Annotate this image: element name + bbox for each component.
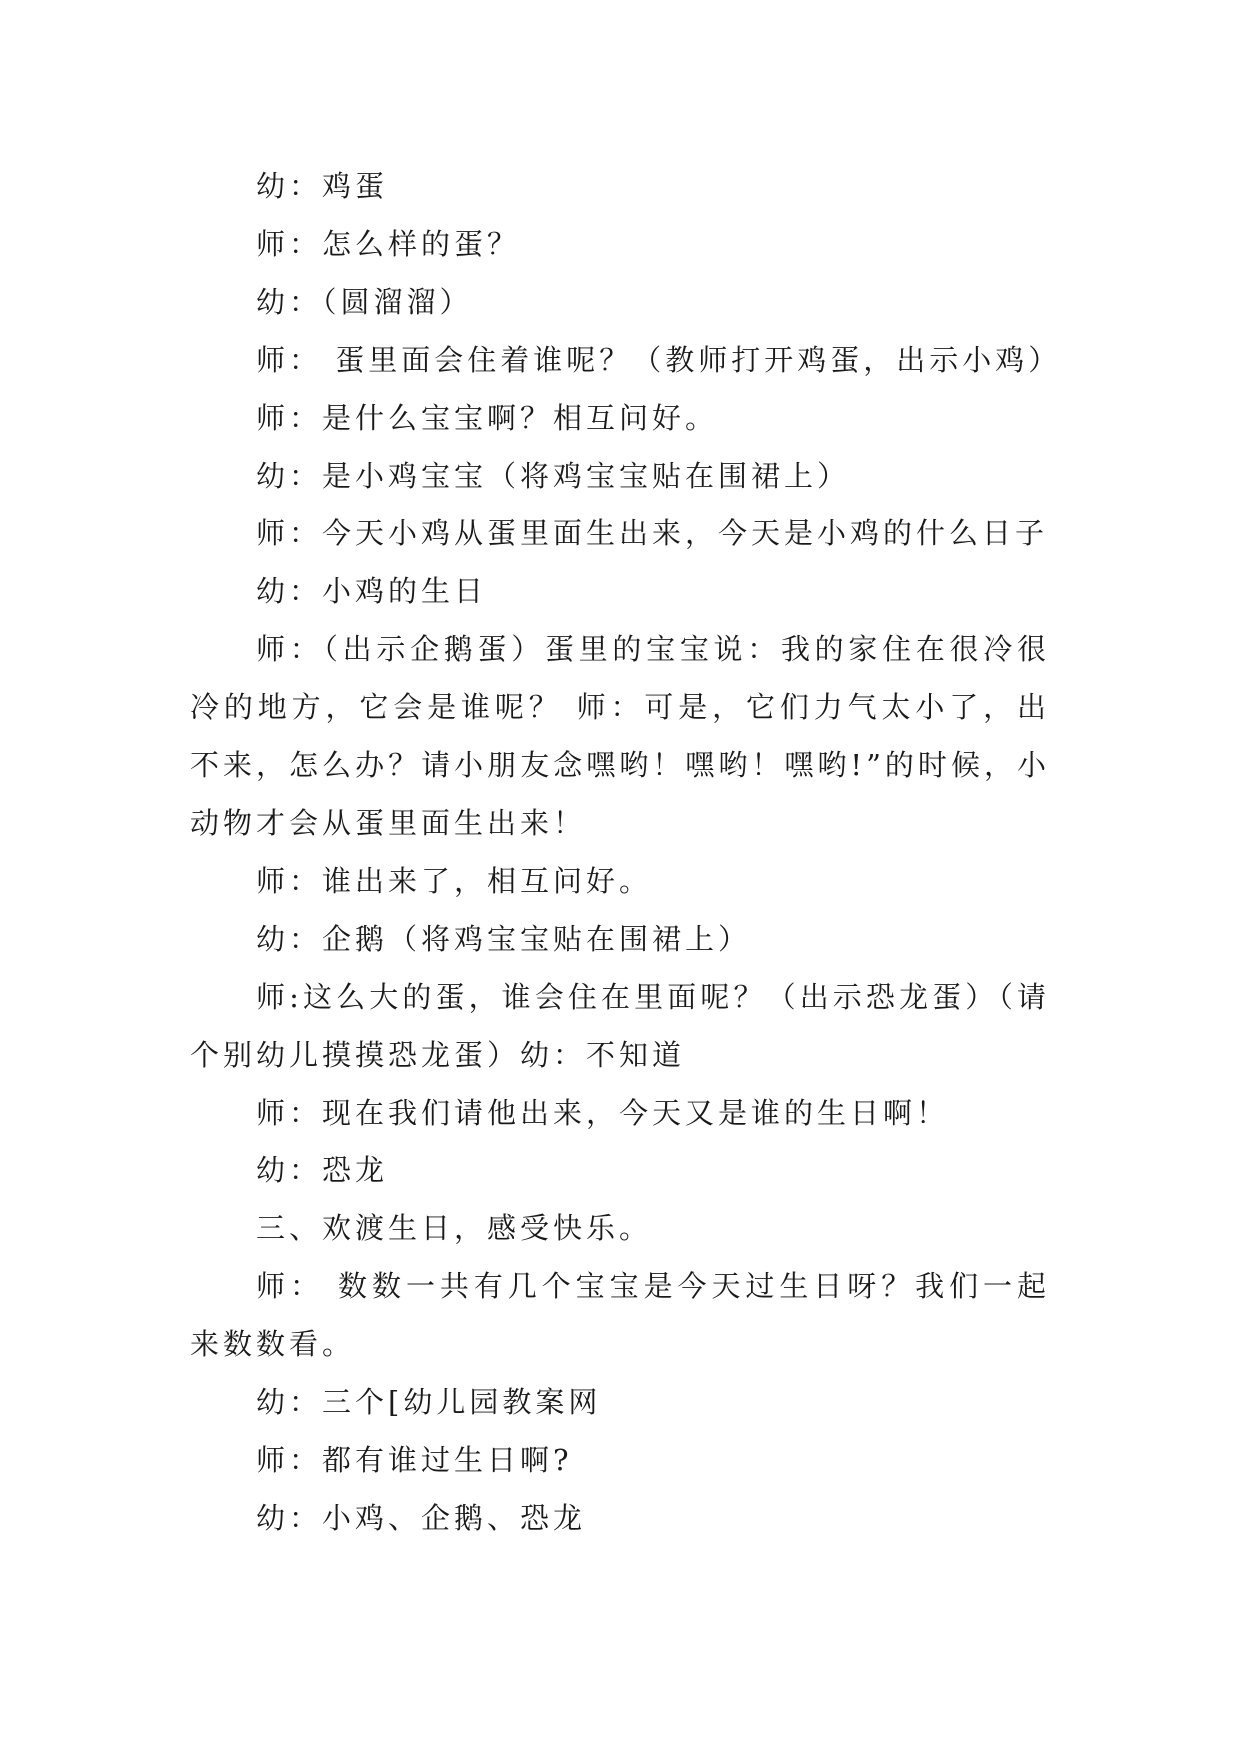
document-body — [190, 158, 1062, 1548]
paragraph-15: 三、欢渡生日，感受快乐。 — [256, 1211, 653, 1246]
paragraph-11: 幼：企鹅（将鸡宝宝贴在围裙上） — [256, 921, 752, 956]
paragraph-14: 幼：恐龙 — [256, 1153, 389, 1188]
paragraph-5: 师：是什么宝宝啊？相互问好。 — [256, 400, 719, 435]
paragraph-3: 幼：（圆溜溜） — [256, 284, 473, 319]
paragraph-10: 师：谁出来了，相互问好。 — [256, 863, 653, 898]
paragraph-18: 师：都有谁过生日啊? — [256, 1442, 573, 1477]
paragraph-7: 师：今天小鸡从蛋里面生出来，今天是小鸡的什么日子 — [256, 516, 1049, 551]
paragraph-12: 师:这么大的蛋，谁会住在里面呢？（出示恐龙蛋）（请个别幼儿摸摸恐龙蛋）幼：不知道 — [190, 979, 1050, 1072]
paragraph-19: 幼：小鸡、企鹅、恐龙 — [256, 1500, 587, 1535]
paragraph-6: 幼：是小鸡宝宝（将鸡宝宝贴在围裙上） — [256, 458, 851, 493]
paragraph-1: 幼：鸡蛋 — [256, 169, 389, 203]
paragraph-13: 师：现在我们请他出来，今天又是谁的生日啊！ — [256, 1095, 950, 1130]
paragraph-8: 幼：小鸡的生日 — [256, 574, 488, 609]
paragraph-9: 师：（出示企鹅蛋）蛋里的宝宝说：我的家住在很冷很冷的地方，它会是谁呢？ 师：可是，它们力气太小了，出不来，怎么办？请小朋友念嘿哟！嘿哟！嘿哟!”的时候，小动物才会从蛋里面生出来！ — [190, 632, 1050, 840]
paragraph-16: 师： 数数一共有几个宝宝是今天过生日呀？我们一起来数数看。 — [190, 1269, 1050, 1362]
paragraph-17: 幼：三个[幼儿园教案网 — [256, 1385, 602, 1420]
paragraph-2: 师：怎么样的蛋？ — [256, 226, 521, 261]
paragraph-4: 师： 蛋里面会住着谁呢？（教师打开鸡蛋，出示小鸡） — [256, 342, 1062, 377]
